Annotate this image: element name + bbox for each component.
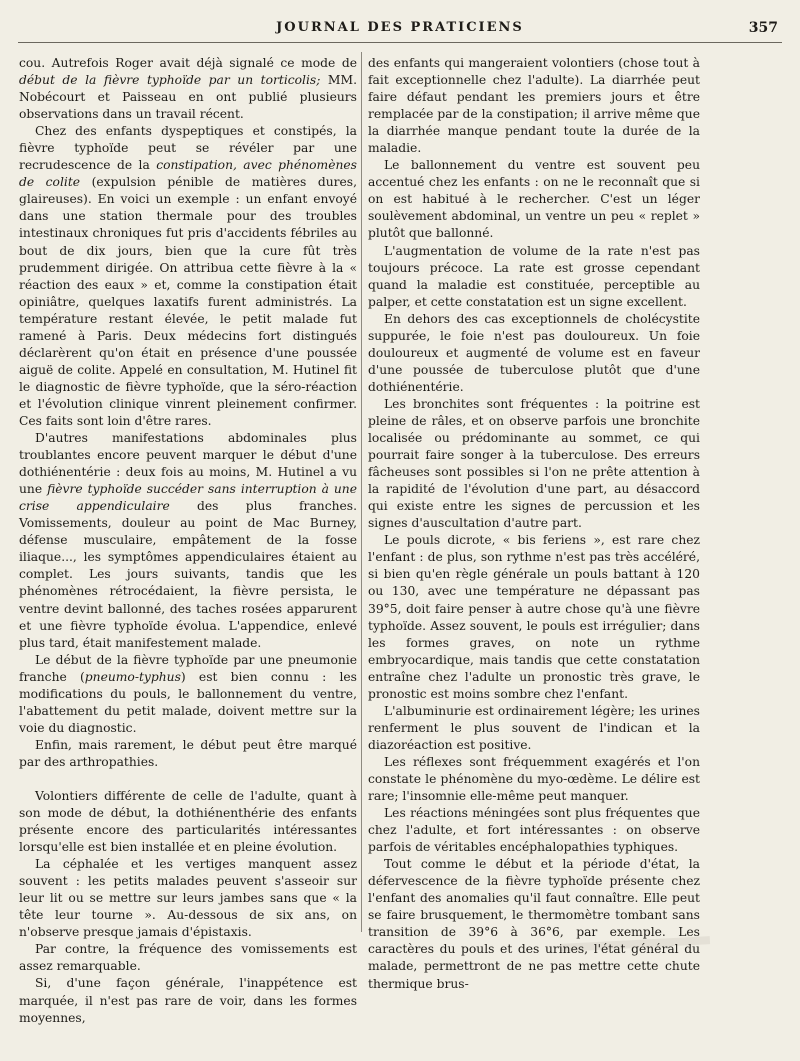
page-header [18,18,782,43]
paragraph: Les bronchites sont fréquentes : la poitrine est pleine de râles, et on observe parfois une bronchite localisée ou prédominante au sommet, ce qui pourrait faire songer à la tuberculose. Des erreurs fâcheuses sont possibles si l'on ne prête attention à la rapidité de l'évolution d'une part, au désaccord qui existe entre les signes de percussion et les signes d'auscultation d'autre part. [368,396,700,531]
paragraph: L'albuminurie est ordinairement légère; les urines renferment le plus souvent de l'indican et la diazoréaction est positive. [368,703,700,752]
page-number: 357 [748,20,778,36]
paragraph: Le ballonnement du ventre est souvent peu accentué chez les enfants : on ne le reconnaît que si on est habitué à le rechercher. C'est un léger soulèvement abdominal, un ventre un peu « replet » plutôt que ballonné. [368,158,700,241]
column-divider [361,52,362,932]
left-column [19,55,357,1027]
paragraph: Chez des enfants dyspeptiques et constipés, la fièvre typhoïde peut se révéler par une recrudescence de la constipation, avec phénomènes de colite (expulsion pénible de matières dures, glaireuses). En voici un exemple : un enfant envoyé dans une station thermale pour des troubles intestinaux chroniques fut pris d'accidents fébriles au bout de dix jours, bien que la cure fût très prudemment dirigée. On attribua cette fièvre à la « réaction des eaux » et, comme la constipation était opiniâtre, quelques laxatifs furent administrés. La température restant élevée, le petit malade fut ramené à Paris. Deux médecins fort distingués déclarèrent qu'on était en présence d'une poussée aiguë de colite. Appelé en consultation, M. Hutinel fit le diagnostic de fièvre typhoïde, que la séro-réaction et l'évolution clinique vinrent pleinement confirmer. Ces faits sont loin d'être rares. [19,124,358,428]
paragraph: La céphalée et les vertiges manquent assez souvent : les petits malades peuvent s'asseoir sur leur lit ou se mettre sur leurs jambes sans que « la tête leur tourne ». Au-dessous de six ans, on n'observe presque jamais d'épistaxis. [19,857,357,940]
paragraph: En dehors des cas exceptionnels de cholécystite suppurée, le foie n'est pas douloureux. Un foie douloureux et augmenté de volume est en faveur d'une poussée de tuberculose plutôt que d'une dothiénentérie. [368,311,700,394]
paragraph: L'augmentation de volume de la rate n'est pas toujours précoce. La rate est grosse cependant quand la maladie est constituée, perceptible au palper, et cette constatation est un signe excellent. [368,243,700,309]
paragraph: Le pouls dicrote, « bis feriens », est rare chez l'enfant : de plus, son rythme n'est pas très accéléré, si bien qu'en règle générale un pouls battant à 120 ou 130, avec une température ne dépassant pas 39°5, doit faire penser à autre chose qu'à une fièvre typhoïde. Assez souvent, le pouls est irrégulier; dans les formes graves, on note un rythme embryocardique, mais tandis que cette constatation entraîne chez l'adulte un pronostic très grave, le pronostic est moins sombre chez l'enfant. [368,533,700,701]
paragraph: des enfants qui mangeraient volontiers (chose tout à fait exceptionnelle chez l'adulte). La diarrhée peut faire défaut pendant les premiers jours et être remplacée par de la constipation; il arrive même que la diarrhée manque pendant toute la durée de la maladie. [368,56,700,156]
paragraph: Par contre, la fréquence des vomissements est assez remarquable. [19,942,357,974]
paragraph: cou. Autrefois Roger avait déjà signalé ce mode de début de la fièvre typhoïde par un torticolis; MM. Nobécourt et Paisseau en ont publié plusieurs observations dans un travail récent. [19,56,357,122]
paragraph: Le début de la fièvre typhoïde par une pneumonie franche (pneumo-typhus) est bien connu : les modifications du pouls, le ballonnement du ventre, l'abattement du petit malade, doivent mettre sur la voie du diagnostic. [19,652,357,735]
paragraph: D'autres manifestations abdominales plus troublantes encore peuvent marquer le début d'une dothiénentérie : deux fois au moins, M. Hutinel a vu une fièvre typhoïde succéder sans interruption à une crise appendiculaire des plus franches. Vomissements, douleur au point de Mac Burney, défense musculaire, empâtement de la fosse iliaque..., les symptômes appendiculaires étaient au complet. Les jours suivants, tandis que les phénomènes rétrocédaient, la fièvre persista, le ventre devint ballonné, des taches rosées apparurent et une fièvre typhoïde évolua. L'appendice, enlevé plus tard, était manifestement malade. [19,431,357,650]
paragraph: Les réactions méningées sont plus fréquentes que chez l'adulte, et fort intéressantes : on observe parfois de véritables encéphalopathies typhiques. [368,806,700,855]
paragraph: Si, d'une façon générale, l'inappétence est marquée, il n'est pas rare de voir, dans les formes moyennes, [19,976,357,1025]
paragraph: Enfin, mais rarement, le début peut être marqué par des arthropathies. [19,737,357,769]
paragraph: Tout comme le début et la période d'état, la défervescence de la fièvre typhoïde présente chez l'enfant des anomalies qu'il faut connaître. Elle peut se faire brusquement, le thermomètre tombant sans transition de 39°6 à 36°6, par exemple. Les caractères du pouls et des urines, l'état général du malade, permettront de ne pas mettre cette chute thermique brus- [368,857,700,991]
paragraph: Volontiers différente de celle de l'adulte, quant à son mode de début, la dothiénenthérie des enfants présente encore des particularités intéressantes lorsqu'elle est bien installée et en pleine évolution. [19,788,357,855]
paragraph: Les réflexes sont fréquemment exagérés et l'on constate le phénomène du myo-œdème. Le délire est rare; l'insomnie elle-même peut manquer. [368,754,700,804]
running-title: JOURNAL DES PRATICIENS [276,20,524,35]
right-column [368,55,700,993]
